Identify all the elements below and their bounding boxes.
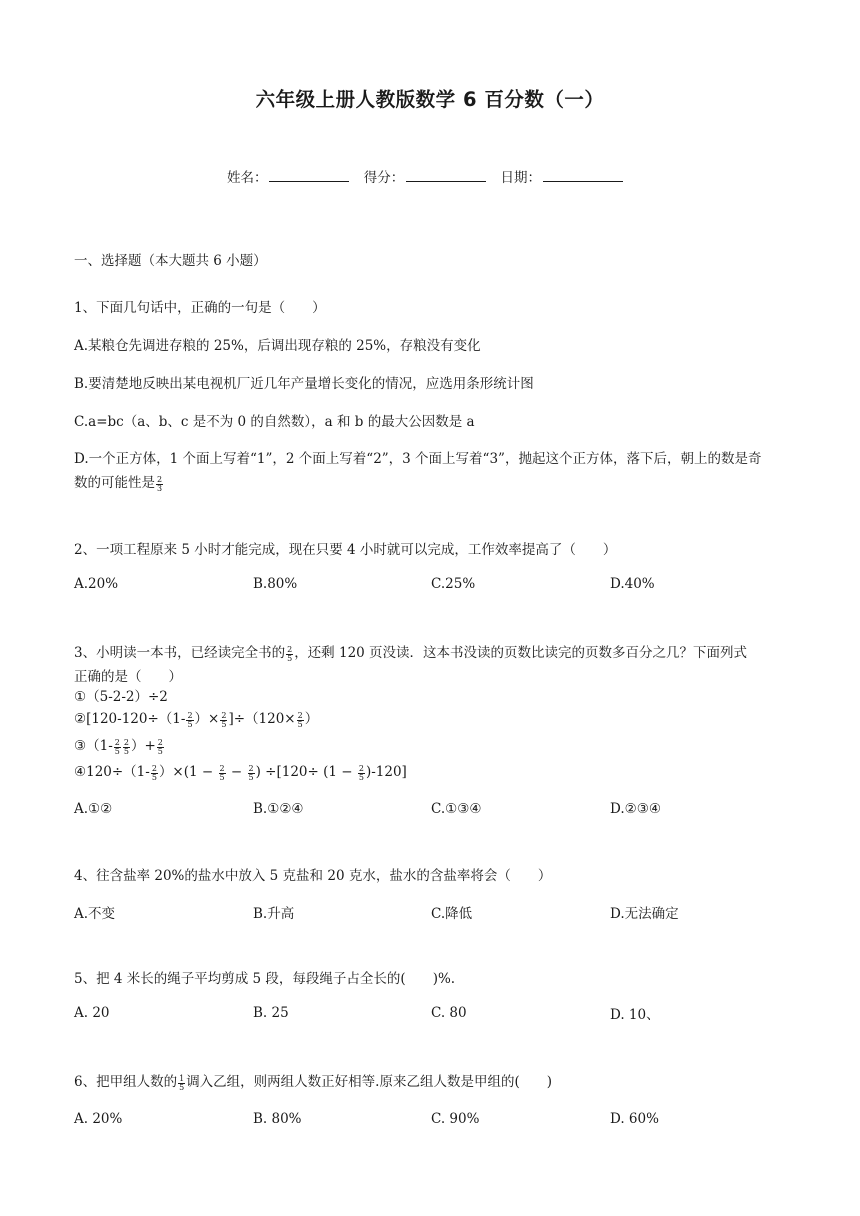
fraction-numerator: 1 — [179, 1074, 185, 1084]
fraction-denominator: 5 — [179, 1083, 185, 1093]
formula-text: ) ÷[120÷ (1 − — [255, 764, 357, 780]
fraction-numerator: 2 — [157, 475, 163, 485]
question-1-option-d-line1: D.一个正方体，1 个面上写着“1”，2 个面上写着“2”，3 个面上写着“3”，抛起这个正方体，落下后，朝上的数是奇 — [74, 451, 762, 467]
question-3-formula-4 — [74, 760, 407, 782]
question-5-option-d: D. 10、 — [610, 1007, 660, 1023]
question-3-formula-1: ①（5-2-2）÷2 — [74, 689, 168, 705]
fraction — [114, 739, 121, 756]
question-4-option-d: D.无法确定 — [610, 906, 679, 922]
fraction-numerator: 2 — [221, 711, 227, 721]
fraction-numerator: 2 — [157, 738, 163, 748]
fraction — [219, 765, 226, 782]
fraction-denominator: 5 — [151, 773, 157, 783]
page-title: 六年级上册人教版数学 6 百分数（一） — [255, 88, 605, 111]
section-heading: 一、选择题（本大题共 6 小题） — [74, 253, 267, 269]
question-1-option-c: C.a=bc（a、b、c 是不为 0 的自然数），a 和 b 的最大公因数是 a — [74, 414, 475, 430]
question-6-option-a: A. 20% — [74, 1111, 123, 1127]
fraction-numerator: 2 — [219, 764, 225, 774]
question-2-option-d: D.40% — [610, 576, 655, 592]
fraction-numerator: 2 — [297, 711, 303, 721]
question-4-option-a: A.不变 — [74, 906, 116, 922]
fraction — [156, 476, 163, 493]
fraction-denominator: 5 — [187, 720, 193, 730]
name-blank — [269, 169, 349, 182]
fraction-denominator: 5 — [287, 654, 293, 664]
formula-text: ③（1- — [74, 738, 113, 754]
fraction-numerator: 2 — [114, 738, 120, 748]
formula-text: ） — [304, 711, 319, 727]
question-3-stem-line2: 正确的是（ ） — [74, 669, 182, 685]
fraction-denominator: 5 — [297, 720, 303, 730]
fraction-numerator: 2 — [187, 711, 193, 721]
question-4-option-b: B.升高 — [253, 906, 295, 922]
question-3-formula-2 — [74, 707, 318, 729]
question-3-option-d: D.②③④ — [610, 801, 661, 817]
question-2-stem: 2、一项工程原来 5 小时才能完成，现在只要 4 小时就可以完成，工作效率提高了（ ） — [74, 542, 617, 558]
formula-text: ）× — [194, 711, 220, 727]
stem-text: 3、小明读一本书，已经读完全书的 — [74, 645, 286, 661]
fraction — [151, 765, 158, 782]
fraction-numerator: 2 — [123, 738, 129, 748]
fraction-denominator: 5 — [114, 747, 120, 757]
question-5-stem: 5、把 4 米长的绳子平均剪成 5 段，每段绳子占全长的( )%. — [74, 971, 456, 987]
fraction — [157, 739, 164, 756]
question-3-option-b: B.①②④ — [253, 801, 304, 817]
question-4-stem: 4、往含盐率 20%的盐水中放入 5 克盐和 20 克水，盐水的含盐率将会（ ） — [74, 868, 552, 884]
question-6-option-b: B. 80% — [253, 1111, 302, 1127]
question-6-stem — [74, 1070, 552, 1092]
formula-text: ④120÷（1- — [74, 764, 150, 780]
question-2-option-a: A.20% — [74, 576, 119, 592]
question-2-option-b: B.80% — [253, 576, 298, 592]
fraction — [178, 1075, 185, 1092]
fraction-numerator: 2 — [151, 764, 157, 774]
question-6-option-d: D. 60% — [610, 1111, 659, 1127]
formula-text: − — [226, 764, 247, 780]
question-5-option-a: A. 20 — [74, 1005, 110, 1021]
fraction — [248, 765, 255, 782]
student-info-row — [0, 166, 860, 186]
fraction-numerator: 2 — [358, 764, 364, 774]
stem-text: 6、把甲组人数的 — [74, 1074, 178, 1090]
question-1-option-d-line2 — [74, 471, 164, 493]
formula-text: ）×(1 − — [158, 764, 218, 780]
option-d-text: 数的可能性是 — [74, 475, 155, 491]
question-5-option-c: C. 80 — [431, 1005, 467, 1021]
question-3-option-a: A.①② — [74, 801, 113, 817]
stem-text: 调入乙组，则两组人数正好相等.原来乙组人数是甲组的( ) — [186, 1074, 553, 1090]
date-blank — [543, 169, 623, 182]
fraction-numerator: 2 — [248, 764, 254, 774]
question-5-option-b: B. 25 — [253, 1005, 289, 1021]
fraction-denominator: 5 — [221, 720, 227, 730]
fraction-numerator: 2 — [287, 645, 293, 655]
score-label: 得分： — [363, 170, 405, 186]
fraction-denominator: 5 — [248, 773, 254, 783]
fraction — [286, 646, 293, 663]
formula-text: ]÷（120× — [228, 711, 296, 727]
question-6-option-c: C. 90% — [431, 1111, 480, 1127]
fraction — [123, 739, 130, 756]
date-label: 日期： — [500, 170, 542, 186]
score-blank — [406, 169, 486, 182]
question-2-option-c: C.25% — [431, 576, 476, 592]
fraction-denominator: 5 — [123, 747, 129, 757]
fraction — [186, 712, 193, 729]
fraction-denominator: 5 — [157, 747, 163, 757]
formula-text: )-120] — [365, 764, 407, 780]
question-1-stem: 1、下面几句话中，正确的一句是（ ） — [74, 300, 326, 316]
fraction — [358, 765, 365, 782]
stem-text: ，还剩 120 页没读．这本书没读的页数比读完的页数多百分之几？下面列式 — [294, 645, 748, 661]
formula-text: ）+ — [130, 738, 156, 754]
question-4-option-c: C.降低 — [431, 906, 473, 922]
question-3-stem-line1 — [74, 641, 747, 663]
formula-text: ②[120-120÷（1- — [74, 711, 186, 727]
fraction — [297, 712, 304, 729]
question-1-option-a: A.某粮仓先调进存粮的 25%，后调出现存粮的 25%，存粮没有变化 — [74, 338, 481, 354]
fraction-denominator: 5 — [219, 773, 225, 783]
question-3-formula-3 — [74, 734, 165, 756]
fraction-denominator: 5 — [358, 773, 364, 783]
question-1-option-b: B.要清楚地反映出某电视机厂近几年产量增长变化的情况，应选用条形统计图 — [74, 376, 534, 392]
question-3-option-c: C.①③④ — [431, 801, 482, 817]
fraction — [220, 712, 227, 729]
fraction-denominator: 3 — [157, 484, 163, 494]
name-label: 姓名： — [226, 170, 268, 186]
